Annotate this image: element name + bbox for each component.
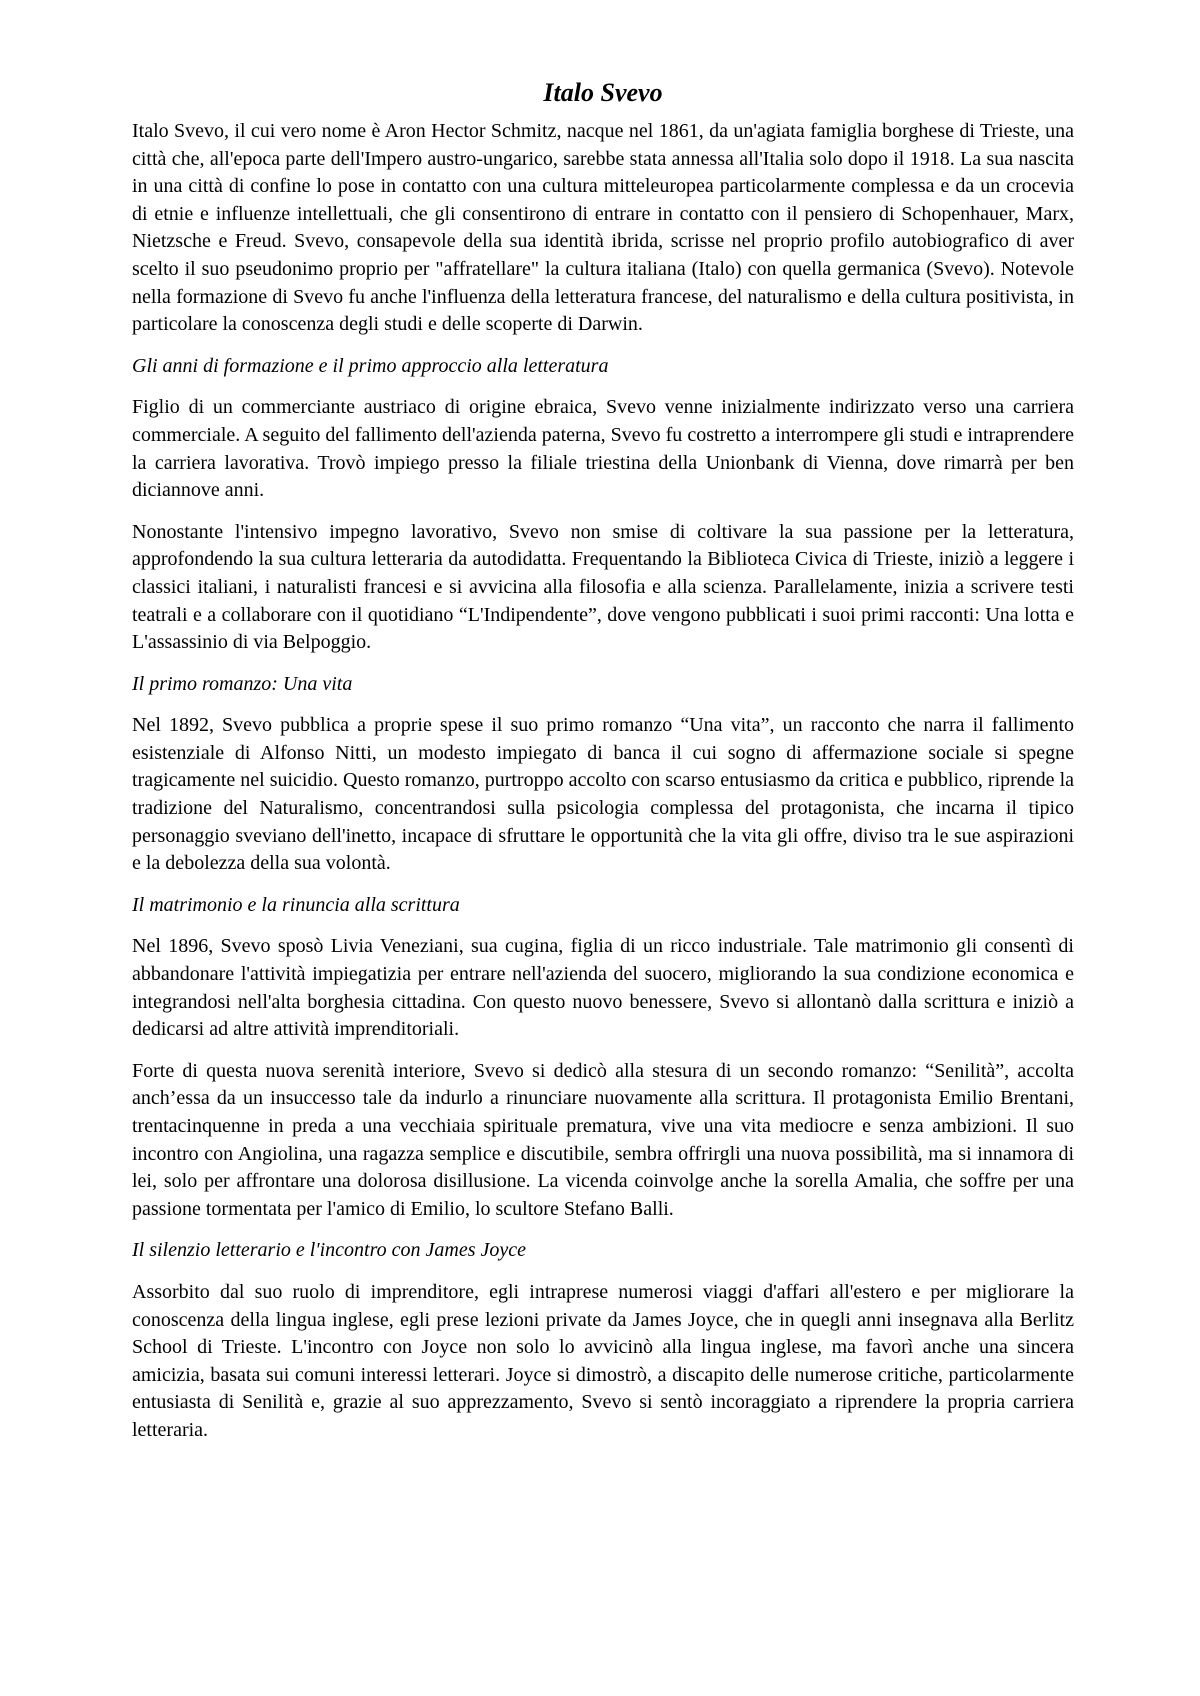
paragraph-introduction: Italo Svevo, il cui vero nome è Aron Hector Schmitz, nacque nel 1861, da un'agiata famiglia borghese di Trieste, una città che, all'epoca parte dell'Impero austro-ungarico, sarebbe stata annessa all'Italia solo dopo il 1918. La sua nascita in una città di confine lo pose in contatto con una cultura mitteleuropea particolarmente complessa e da un crocevia di etnie e influenze intellettuali, che gli consentirono di entrare in contatto con il pensiero di Schopenhauer, Marx, Nietzsche e Freud. Svevo, consapevole della sua identità ibrida, scrisse nel proprio profilo autobiografico di aver scelto il suo pseudonimo proprio per "affratellare" la cultura italiana (Italo) con quella germanica (Svevo). Notevole nella formazione di Svevo fu anche l'influenza della letteratura francese, del naturalismo e della cultura positivista, in particolare la conoscenza degli studi e delle scoperte di Darwin.: [132, 120, 1074, 336]
paragraph-senilita: Forte di questa nuova serenità interiore, Svevo si dedicò alla stesura di un secondo romanzo: “Senilità”, accolta anch’essa da un insuccesso tale da indurlo a rinunciare nuovamente alla scrittura. Il protagonista Emilio Brentani, trentacinquenne in preda a una vecchiaia spirituale prematura, vive una vita mediocre e senza ambizioni. Il suo incontro con Angiolina, una ragazza semplice e discutibile, sembra offrirgli una nuova possibilità, ma si innamora di lei, solo per affrontare una dolorosa disillusione. La vicenda coinvolge anche la sorella Amalia, che soffre per una passione tormentata per l'amico di Emilio, lo scultore Stefano Balli.: [132, 1059, 1074, 1220]
paragraph-joyce: Assorbito dal suo ruolo di imprenditore, egli intraprese numerosi viaggi d'affari all'estero e per migliorare la conoscenza della lingua inglese, egli prese lezioni private da James Joyce, che in quegli anni insegnava alla Berlitz School di Trieste. L'incontro con Joyce non solo lo avvicinò alla lingua inglese, ma favorì anche una sincera amicizia, basata sui comuni interessi letterari. Joyce si dimostrò, a discapito delle numerose critiche, particolarmente entusiasta di Senilità e, grazie al suo apprezzamento, Svevo si sentò incoraggiato a riprendere la propria carriera letteraria.: [132, 1280, 1074, 1441]
section-heading-formazione: Gli anni di formazione e il primo approccio alla letteratura: [132, 354, 609, 377]
section-heading-una-vita: Il primo romanzo: Una vita: [132, 672, 353, 695]
paragraph-una-vita: Nel 1892, Svevo pubblica a proprie spese il suo primo romanzo “Una vita”, un racconto che narra il fallimento esistenziale di Alfonso Nitti, un modesto impiegato di banca il cui sogno di affermazione sociale si spegne tragicamente nel suicidio. Questo romanzo, purtroppo accolto con scarso entusiasmo da critica e pubblico, riprende la tradizione del Naturalismo, concentrandosi sulla psicologia complessa del protagonista, che incarna il tipico personaggio sveviano dell'inetto, incapace di sfruttare le opportunità che la vita gli offre, diviso tra le sue aspirazioni e la debolezza della sua volontà.: [132, 714, 1074, 875]
paragraph-formazione: Figlio di un commerciante austriaco di origine ebraica, Svevo venne inizialmente indirizzato verso una carriera commerciale. A seguito del fallimento dell'azienda paterna, Svevo fu costretto a interrompere gli studi e intraprendere la carriera lavorativa. Trovò impiego presso la filiale triestina della Unionbank di Vienna, dove rimarrà per ben diciannove anni.: [132, 396, 1074, 502]
document-page: [132, 78, 1074, 1459]
section-heading-joyce: Il silenzio letterario e l'incontro con James Joyce: [132, 1239, 526, 1262]
section-heading-matrimonio: Il matrimonio e la rinuncia alla scrittura: [132, 893, 460, 916]
page-title: Italo Svevo: [543, 78, 663, 107]
paragraph-matrimonio: Nel 1896, Svevo sposò Livia Veneziani, sua cugina, figlia di un ricco industriale. Tale matrimonio gli consentì di abbandonare l'attività impiegatizia per entrare nell'azienda del suocero, migliorando la sua condizione economica e integrandosi nell'alta borghesia cittadina. Con questo nuovo benessere, Svevo si allontanò dalla scrittura e iniziò a dedicarsi ad altre attività imprenditoriali.: [132, 935, 1074, 1041]
paragraph-letteratura: Nonostante l'intensivo impegno lavorativo, Svevo non smise di coltivare la sua passione per la letteratura, approfondendo la sua cultura letteraria da autodidatta. Frequentando la Biblioteca Civica di Trieste, iniziò a leggere i classici italiani, i naturalisti francesi e si avvicina alla filosofia e alla scienza. Parallelamente, inizia a scrivere testi teatrali e a collaborare con il quotidiano “L'Indipendente”, dove vengono pubblicati i suoi primi racconti: Una lotta e L'assassinio di via Belpoggio.: [132, 520, 1074, 654]
